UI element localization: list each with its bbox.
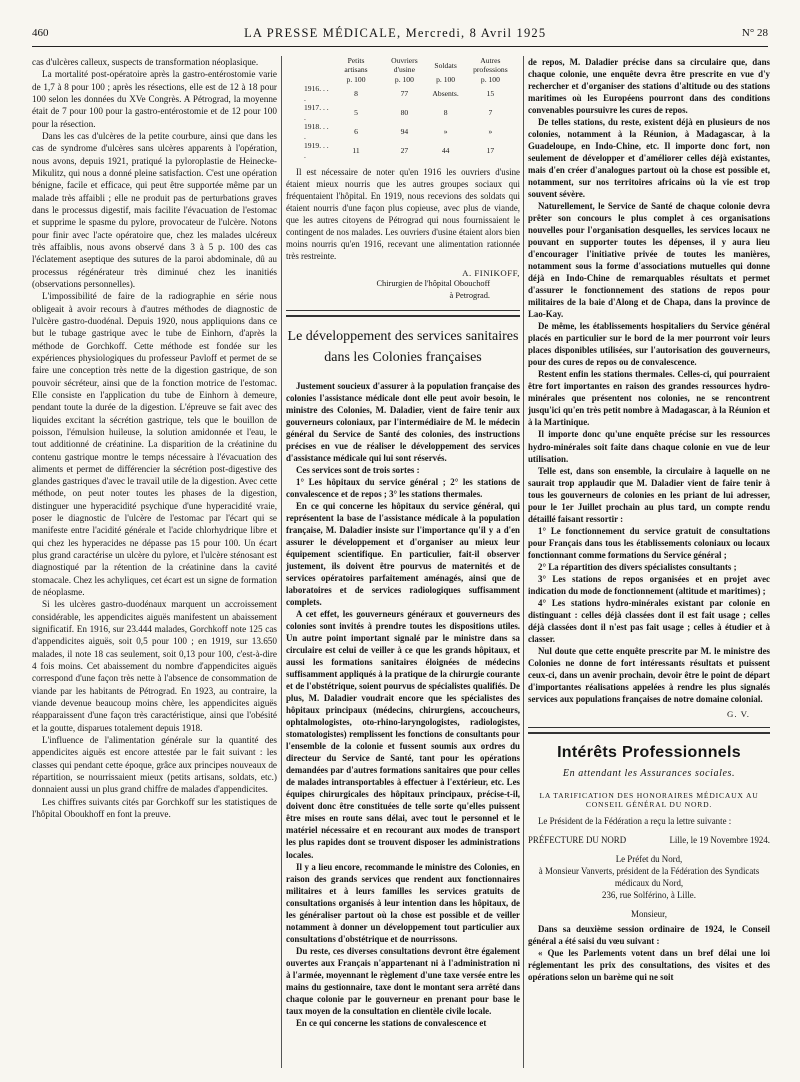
table-cell: 7	[488, 108, 493, 118]
salutation: Monsieur,	[631, 908, 667, 919]
article-initials: G. V.	[726, 708, 750, 719]
table-cell: 1917. . . .	[304, 103, 329, 122]
divider	[528, 727, 770, 728]
column-divider	[523, 56, 524, 1068]
table-cell: »	[488, 127, 493, 137]
paragraph: En ce qui concerne les stations de convalescence et	[296, 1017, 487, 1028]
address-line: 236, rue Solférino, à Lille.	[602, 889, 696, 900]
paragraph: Il y a lieu encore, recommande le ministre des Colonies, en raison des grands services que rendent aux fonctionnaires militaires et à leurs familles les services gratuits de consultations organisés à leur intention dans les hôpitaux, de les généraliser partout où la chose est possible et de veiller notamment à donner un développement tout particulier aux consultations d'obstétrique et de nourrissons.	[286, 861, 520, 944]
paragraph: Justement soucieux d'assurer à la population française des colonies l'assistance médicale dont elle peut avoir besoin, le ministre des Colonies, M. Daladier, vient de faire tenir aux gouverneurs coloniaux, par l'intermédiaire de M. le médecin général du Service de Santé des colonies, des instructions précises en vue de réaliser le développement des services d'assistance médicale qui lui sont réservés.	[286, 380, 520, 463]
paragraph: Naturellement, le Service de Santé de chaque colonie devra prêter son concours le plus complet à ces organisations nouvelles pour l'organisation desquelles, les services locaux ne pouvant en supporter toutes les dépenses, il y aura lieu d'encourager l'initiative privée de toutes les manières, notamment sous la forme d'associations mutuelles qui donne déjà en Indo-Chine de remarquables résultats et permet d'assurer le fonctionnement des stations de repos pour militaires de la baie d'Along et de Chapa, dans la province de Lao-Kay.	[528, 201, 770, 320]
divider	[528, 732, 770, 734]
letter-body	[528, 923, 770, 983]
article-title: Le développement des services sanitaires dans les Colonies françaises	[287, 329, 519, 365]
page-header	[32, 22, 768, 47]
paragraph: A cet effet, les gouverneurs généraux et gouverneurs des colonies sont invités à prendre toutes les dispositions utiles. Un autre point important signalé par le ministre dans sa circulaire est celui de veiller à ce que les grands hôpitaux, et aussi les formations sanitaires éloignées de médecins suffisamment appliqués à la pratique de la chirurgie courante et de l'obstétrique, soient pourvus de spécialistes qualifiés. De plus, M. Daladier voudrait encore que les spécialistes des hôpitaux principaux (médecins, chirurgiens, accoucheurs, ophtalmologistes, oto-rhino-laryngologistes, radiologistes, stomatologistes) remplissent les fonctions de consultants pour l'ensemble de la colonie et fussent soumis aux ordres du directeur du Service de Santé, tant pour les opérations demandées par d'autres formations sanitaires que pour celles de malades intransportables à effectuer à l'extérieur, etc. Les équipes chirurgicales des hôpitaux principaux, précise-t-il, doivent donc être constituées de telle sorte qu'elles puissent être mises en route sans délai, avec tout le personnel et le matériel nécessaire et en recourant aux modes de transport les plus rapides dont se trouvent disposer les administrations locales.	[286, 609, 520, 860]
table-cell: 6	[354, 127, 358, 137]
table-unit: p. 100	[394, 74, 414, 84]
table-cell: 1916. . . .	[304, 84, 329, 103]
paragraph: En ce qui concerne les hôpitaux du service général, qui représentent la base de l'assistance médicale à la population française, M. Daladier insiste sur l'importance qu'il y a d'en assurer le développement et d'organiser au mieux leur équipement scientifique. En particulier, fait-il observer justement, ils doivent être pourvus de maternités et de services opératoires parfaitement aménagés, ainsi que de laboratoires et de services radiologiques suffisamment complets.	[286, 501, 520, 608]
letter-date: Lille, le 19 Novembre 1924.	[669, 834, 770, 845]
divider	[286, 315, 520, 317]
table-cell: 8	[443, 108, 448, 118]
paragraph: De telles stations, du reste, existent déjà en plusieurs de nos colonies, notamment à la Réunion, à Madagascar, à la Guadeloupe, en Indo-Chine, etc. Il importe donc fort, non seulement de développer et d'améliorer celles déjà existantes, mais d'en créer d'analogues partout où la chose est possible et, notamment, sur nos territoires africains où la vie est trop souvent sévère.	[528, 117, 770, 200]
paragraph: L'influence de l'alimentation générale sur la quantité des appendicites aiguës est encore attestée par le fait suivant : les classes qui pendant cette époque, grâce aux principes nouveaux de répartition, se nourrissaient mieux (petits artisans, soldats, etc.) donnaient aussi un plus grand chiffre de malades d'appendicites.	[32, 735, 277, 795]
paragraph: « Que les Parlements votent dans un bref délai une loi réglementant les prix des consultations, des visites et des opérations selon un barème qui ne soit	[528, 947, 770, 982]
column-1	[32, 56, 277, 1076]
letter-sender: PRÉFECTURE DU NORD	[528, 834, 627, 845]
table-header: Soldats	[434, 60, 457, 70]
table-header: Autres professions	[473, 56, 508, 75]
article-body-continued	[528, 56, 770, 705]
paragraph: Les chiffres suivants cités par Gorchkoff sur les statistiques de l'hôpital Oboukhoff en font la preuve.	[32, 796, 277, 820]
column-2	[286, 56, 520, 1076]
table-cell: Absents.	[432, 89, 459, 99]
table-cell: 17	[486, 146, 495, 156]
table-cell: 11	[352, 146, 360, 156]
paragraph: Nul doute que cette enquête prescrite par M. le ministre des Colonies ne donne de fort intéressants résultats et puissent ceux-ci, dans un avenir prochain, devoir être le point de départ d'importantes réalisations appelées à rendre les plus signalés services aux populations françaises de notre domaine colonial.	[528, 645, 770, 704]
table-cell: »	[443, 127, 448, 137]
paragraph: Dans sa deuxième session ordinaire de 1924, le Conseil général a été saisi du vœu suivant :	[528, 923, 770, 946]
paragraph: 1° Le fonctionnement du service gratuit de consultations pour Français dans tous les établissements coloniaux ou locaux fonctionnant comme formations du Service général ;	[528, 525, 770, 560]
letter-header	[528, 835, 770, 845]
table-cell: 77	[400, 89, 409, 99]
paragraph: Il importe donc qu'une enquête précise sur les ressources hydro-minérales soit faite dans chaque colonie en vue de leur utilisation.	[528, 429, 770, 464]
paragraph: de repos, M. Daladier précise dans sa circulaire que, dans chaque colonie, une enquête devra être prescrite en vue d'y rechercher et d'organiser des stations d'altitude ou des stations maritimes où les Européens pourront dans des conditions convenables poursuivre les cures de repos.	[528, 57, 770, 116]
table-cell: 94	[400, 127, 409, 137]
address-line: à Monsieur Vanverts, président de la Fédération des Syndicats médicaux du Nord,	[538, 865, 760, 888]
table-unit	[286, 75, 334, 84]
table-cell: 44	[441, 146, 450, 156]
table-units-row	[286, 75, 520, 84]
paragraph: Il est nécessaire de noter qu'en 1916 les ouvriers d'usine étaient mieux nourris que les autres groupes sociaux qui fréquentaient l'hôpital. En 1919, nous recevions des soldats qui étaient nourris d'une façon plus copieuse, avec plus de viande, que les autres citoyens de Pétrograd qui nous fournissaient le contingent de nos malades. Les ouvriers d'usine étaient alors bien moins nourris qu'en 1916, recevant une alimentation rationnée très restreinte.	[286, 167, 520, 262]
table-cell: 5	[354, 108, 358, 118]
author-place: à Petrograd.	[449, 291, 490, 301]
paragraph: Le Président de la Fédération a reçu la lettre suivante :	[538, 815, 732, 826]
table-cell: 15	[486, 89, 495, 99]
paragraph: Du reste, ces diverses consultations devront être également ouvertes aux Français n'appartenant ni à l'administration ni à l'armée, moyennant le règlement d'une taxe versée entre les mains du gestionnaire, taxe dont le montant sera arrêté dans chaque colonie par le gouverneur en prenant pour base le taux moyen de la consultation en clientèle civile locale.	[286, 945, 520, 1016]
appendicitis-statistics-table	[286, 56, 520, 160]
table-row	[286, 122, 520, 141]
subhead: LA TARIFICATION DES HONORAIRES MÉDICAUX AU CONSEIL GÉNÉRAL DU NORD.	[539, 790, 759, 809]
table-header: Ouvriers d'usine	[391, 56, 418, 75]
table-cell: 8	[354, 89, 358, 99]
address-line: Le Préfet du Nord,	[615, 853, 683, 864]
section-title: Intérêts Professionnels	[557, 743, 741, 761]
paragraph: Ces services sont de trois sortes :	[296, 465, 420, 475]
paragraph: La mortalité post-opératoire après la gastro-entérostomie varie de 1,7 à 8 pour 100 ; après les résections, elle est de 12 à 18 pour 100 selon les données du XVe Congrès. A Pétrograd, la moyenne était de 7 pour 100 pour la gastro-entérostomie et de 12 pour 100 pour la résection.	[32, 69, 277, 129]
table-header: Petits artisans	[344, 56, 368, 75]
issue-number: N° 28	[741, 27, 768, 39]
table-header-row	[286, 56, 520, 75]
article-body	[286, 380, 520, 1029]
paragraph: 3° Les stations de repos organisées et en projet avec indication du mode de fonctionnement (altitude et maritimes) ;	[528, 573, 770, 596]
paragraph: cas d'ulcères calleux, suspects de transformation néoplasique.	[32, 57, 259, 67]
table-cell: 80	[400, 108, 409, 118]
table-unit: p. 100	[346, 74, 366, 84]
paragraph: 1° Les hôpitaux du service général ; 2° les stations de convalescence et de repos ; 3° les stations thermales.	[286, 477, 520, 500]
author-role: Chirurgien de l'hôpital Obouchoff	[376, 279, 490, 289]
paragraph: L'impossibilité de faire de la radiographie en série nous obligeait à avoir recours à d'autres méthodes de diagnostic de l'ulcère gastro-duodénal. Depuis 1920, nous appliquions dans ce but le tubage gastrique avec le tube de Einhorn, d'après la méthode de Gorchkoff. Cette méthode est fondée sur les expériences physiologiques du professeur Pavloff et permet de se faire une conception très nette de la digestion gastrique, de son pouvoir sécréteur, ainsi que de la fonction motrice de l'estomac. Elle consiste en l'application du tube de Einhorn à demeure, pendant toute la durée de la digestion. L'épreuve se fait avec des liquides excitant la sécrétion gastrique, tels que le bouillon de poisson, l'émulsion huileuse, la solution amidonnée et l'eau, le tout additionné de créatinine. La disparition de la créatinine du contenu gastrique montre le temps nécessaire à l'évacuation des aliments et permet de différencier la sécrétion post-digestive des glandes gastriques d'avec le travail utile de la digestion. Avec cette méthode, on peut noter toutes les phases de la digestion, distinguer une hyperacidité psychique d'une hyperacidité vraie, poser le diagnostic de l'ulcère de l'estomac par l'écart qui se manifeste entre l'acidité générale et l'acide chlorhydrique libre et qui chez les hyperacides ne dépasse pas 15 pour 100. Un écart plus grand caractérise un ulcère du pylore, et l'ulcère sténosant est diagnostiqué par la rétention de la créatinine dans la cavité stomacale. Chez les achyliques, cet écart est un signe de formation de néoplasme.	[32, 291, 277, 598]
table-row	[286, 84, 520, 103]
paragraph: De même, les établissements hospitaliers du Service général placés en particulier sur le bord de la mer pourront voir leurs places disponibles utilisées, sur l'autorisation des gouverneurs, pour des cures de repos ou de convalescence.	[528, 321, 770, 368]
paragraph: 2° La répartition des divers spécialistes consultants ;	[538, 561, 737, 572]
table-header	[286, 56, 334, 75]
letter-address	[528, 853, 770, 901]
paragraph: Si les ulcères gastro-duodénaux marquent un accroissement considérable, les appendicites aiguës manifestent un abaissement significatif. En 1916, sur 23.444 malades, Gorchkoff note 125 cas d'appendicites aiguës, soit 0,5 pour 100 ; en 1919, sur 13.650 malades, il note 18 cas seulement, soit 0,13 pour 100, c'est-à-dire 4 fois moins. Cet abaissement du nombre d'appendicites aiguës correspond d'une façon très nette à l'absence de consommation de viande par les habitants de Pétrograd. En 1923, au contraire, la viande devenue beaucoup moins chère, les appendicites aiguës réapparaissent d'une façon très caractéristique, ainsi que l'obésité et la goutte, disparues totalement depuis 1918.	[32, 599, 277, 733]
table-unit: p. 100	[436, 74, 456, 84]
journal-title: LA PRESSE MÉDICALE, Mercredi, 8 Avril 1925	[244, 25, 547, 40]
table-cell: 1918. . . .	[304, 122, 329, 141]
column-3	[528, 56, 770, 1076]
table-row	[286, 141, 520, 160]
author-signature: A. FINIKOFF,	[462, 268, 520, 279]
column-divider	[281, 56, 282, 1068]
page-number: 460	[32, 27, 49, 39]
paragraph: Dans les cas d'ulcères de la petite courbure, ainsi que dans les cas de syndrome d'ulcères sans ulcères apparents à l'opération, nous avons, depuis 1921, pratiqué la pyloroplastie de Heinecke-Mikulitz, qui nous a donné pleine satisfaction. C'est une opération bénigne, facile et efficace, qui peut être supportée même par un malade très affaibli ; elle ne produit pas de perturbations graves dans le processus digestif, mais facilite l'évacuation de l'estomac et supprime le spasme du pylore, provocateur de l'ulcère. Notons pour finir avec l'acte opératoire que, chez les malades ulcéreux très affaiblis, nous avons observé dans 3 à 5 p. 100 des cas l'éclatement aseptique des sutures de la paroi abdominale, dû au processus régénérateur très diminué chez les inanitiés (observations personnelles).	[32, 130, 277, 289]
table-unit: p. 100	[480, 74, 500, 84]
paragraph: Restent enfin les stations thermales. Celles-ci, qui pourraient être fort importantes en raison des grandes ressources hydro-minérales que présentent nos colonies, ne se rencontrent jusqu'ici qu'en très petit nombre à Madagascar, à la Réunion et à la Martinique.	[528, 369, 770, 428]
table-cell: 1919. . . .	[304, 141, 329, 160]
divider	[286, 310, 520, 311]
paragraph: 4° Les stations hydro-minérales existant par colonie en distinguant : celles déjà classées dont il est fait usage ; celles déjà classées dont il n'est pas fait usage ; celles à étudier et à classer.	[528, 597, 770, 644]
table-row	[286, 103, 520, 122]
paragraph: Telle est, dans son ensemble, la circulaire à laquelle on ne saurait trop applaudir que M. Daladier vient de faire tenir à tous les gouverneurs de colonies en les priant de lui adresser, pour le 1er Juillet prochain au plus tard, un compte rendu détaillé faisant ressortir :	[528, 465, 770, 524]
section-subtitle: En attendant les Assurances sociales.	[562, 767, 736, 779]
table-cell: 27	[400, 146, 409, 156]
